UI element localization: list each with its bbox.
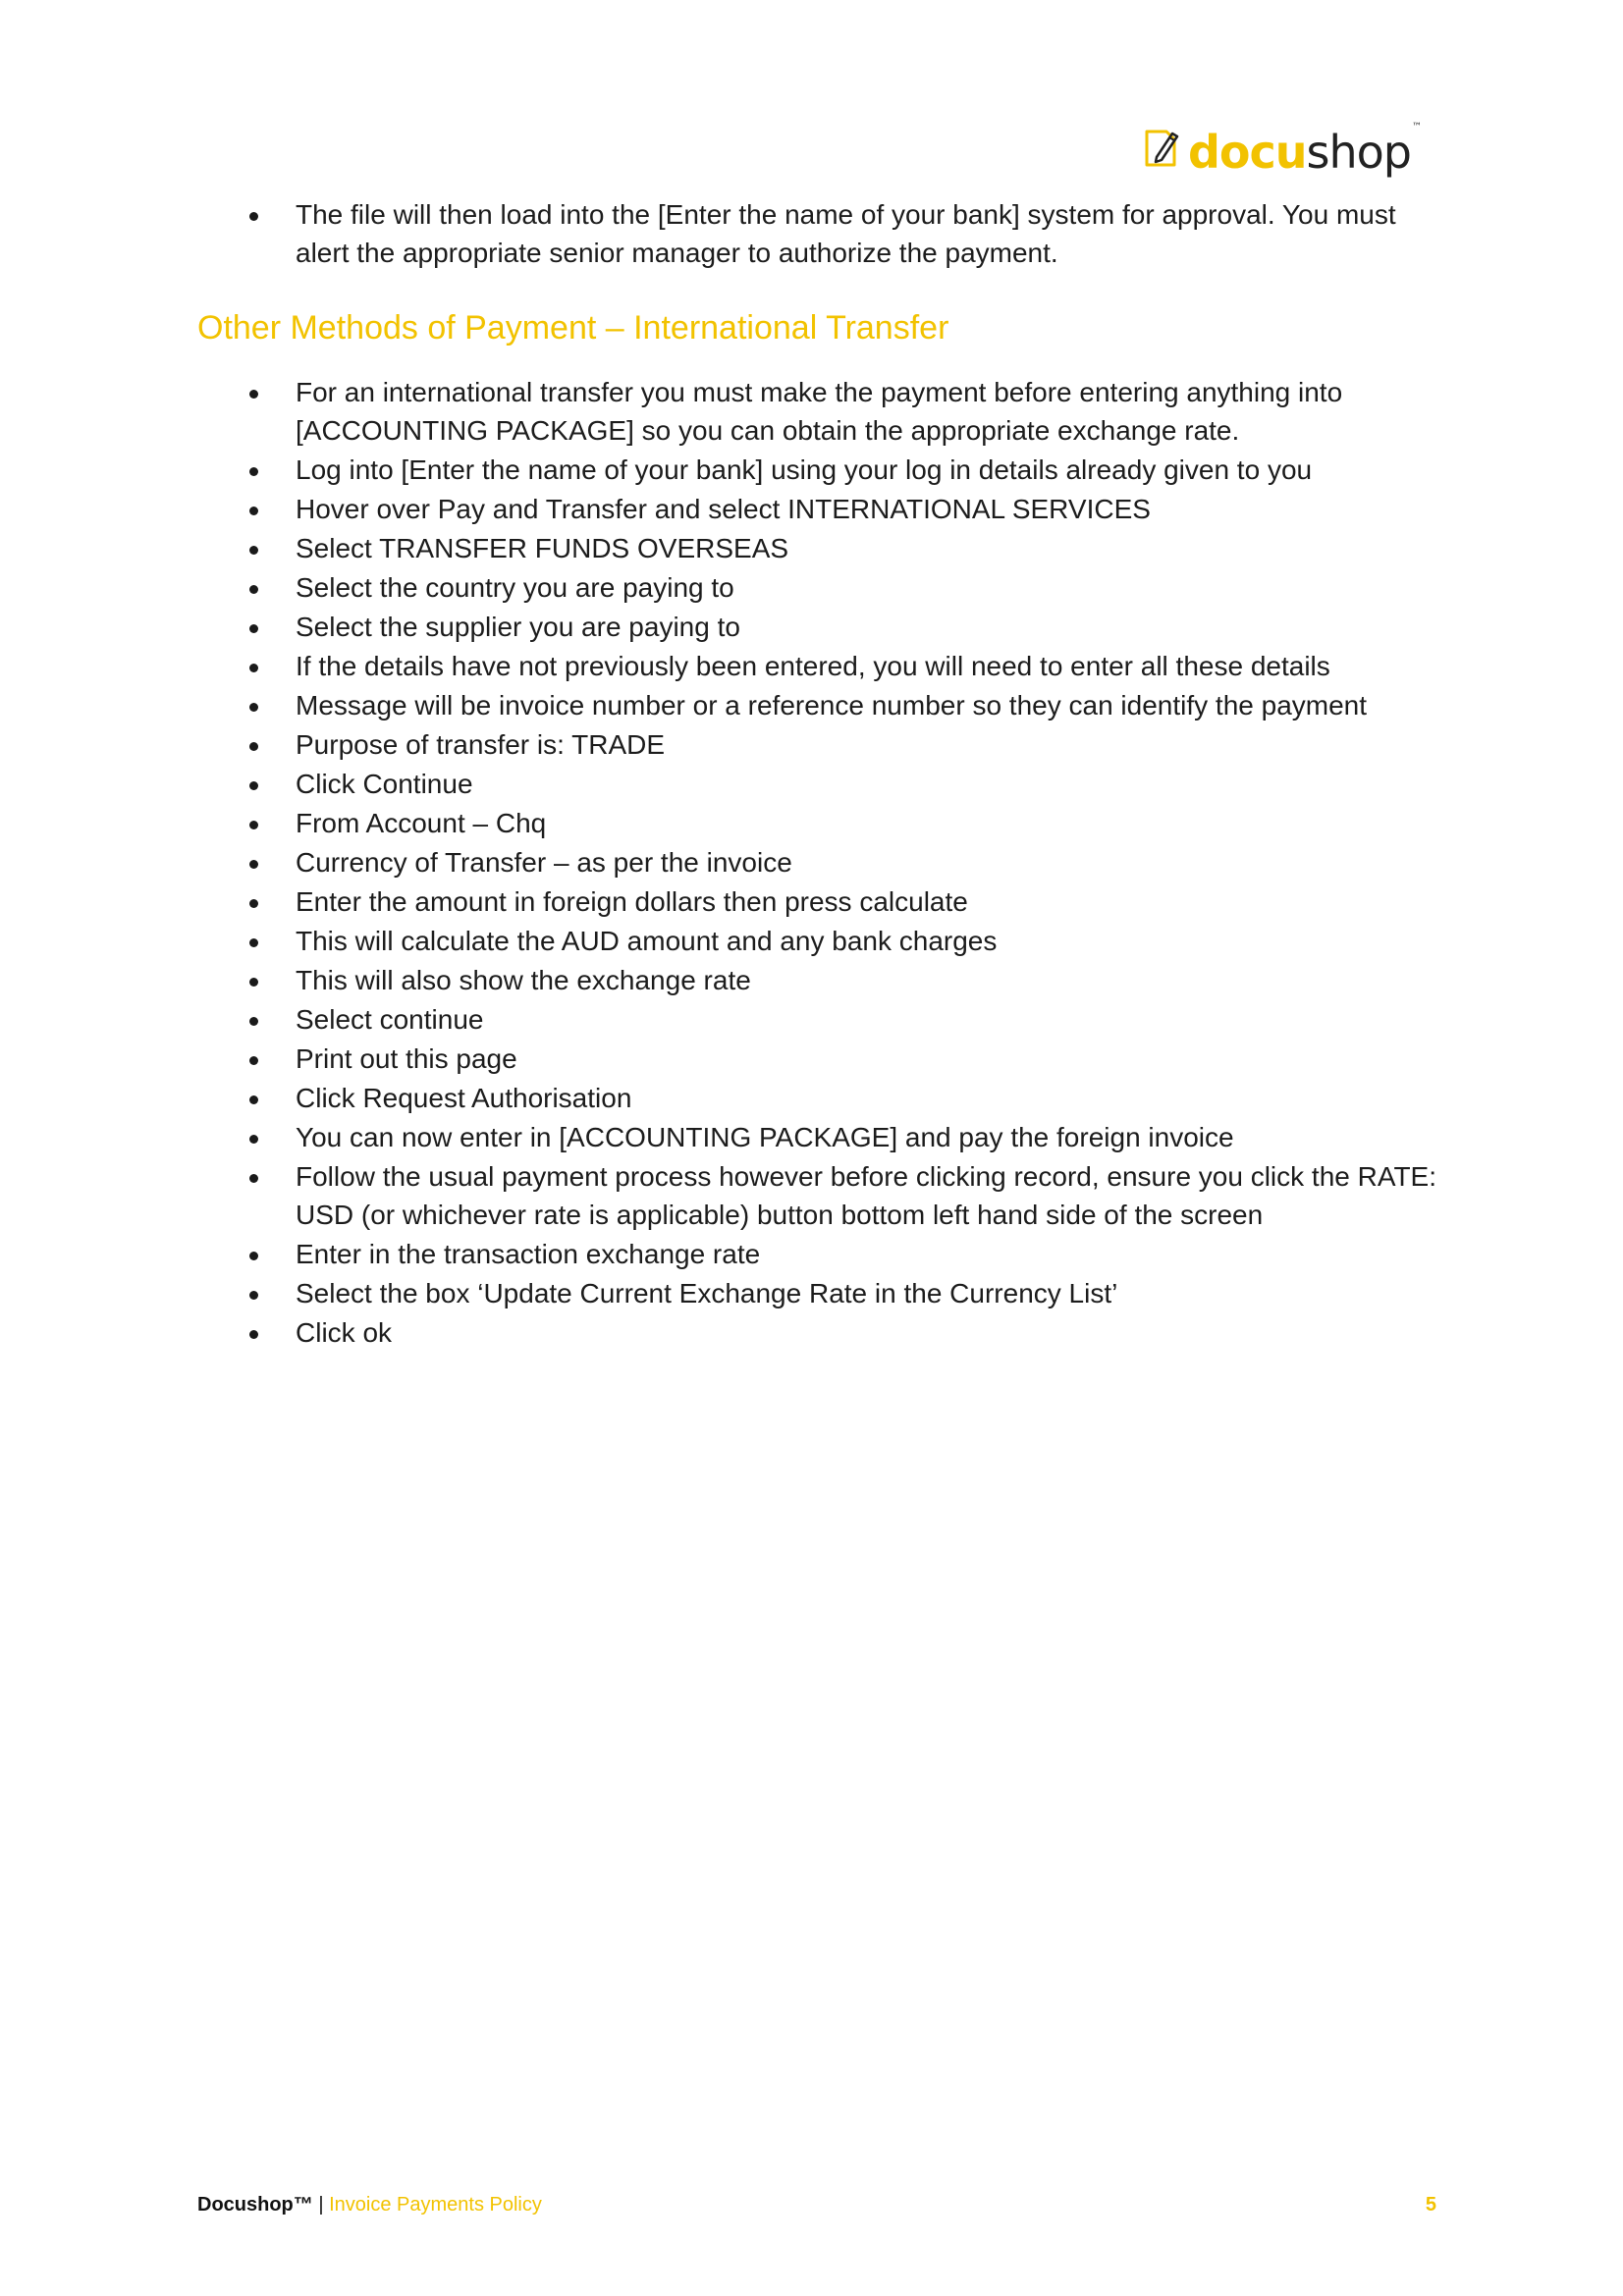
bullet-icon <box>249 899 258 908</box>
list-item-text: Click Continue <box>296 769 473 799</box>
bullet-icon <box>249 1095 258 1104</box>
bullet-icon <box>249 546 258 555</box>
list-item-text: Select continue <box>296 1004 484 1035</box>
list-item-text: Log into [Enter the name of your bank] using your log in details already given to you <box>296 454 1313 485</box>
list-item-text: For an international transfer you must make the payment before entering anything into [ACCOUNTING PACKAGE] so you can obtain the appropriate exchange rate. <box>296 377 1343 446</box>
docushop-logo <box>1143 116 1423 179</box>
list-item-text: Click Request Authorisation <box>296 1083 632 1113</box>
list-item <box>0 1274 1623 1312</box>
intro-bullet-list <box>0 195 1623 272</box>
bullet-icon <box>249 390 258 399</box>
footer-document-title: Invoice Payments Policy <box>329 2194 542 2216</box>
list-item <box>0 882 1623 921</box>
list-item-text: Message will be invoice number or a reference number so they can identify the payment <box>296 690 1368 721</box>
list-item <box>0 529 1623 567</box>
bullet-icon <box>249 585 258 594</box>
list-item <box>0 1000 1623 1039</box>
list-item <box>0 804 1623 842</box>
list-item-text: Purpose of transfer is: TRADE <box>296 729 666 760</box>
bullet-icon <box>249 978 258 987</box>
logo-docu-text: docu <box>1188 126 1307 179</box>
list-item <box>0 451 1623 489</box>
bullet-icon <box>249 821 258 829</box>
footer-separator: | <box>312 2194 330 2216</box>
list-item <box>0 843 1623 881</box>
list-item-text: Select the box ‘Update Current Exchange Rate in the Currency List’ <box>296 1278 1118 1308</box>
bullet-icon <box>249 212 258 221</box>
list-item-text: Hover over Pay and Transfer and select INTERNATIONAL SERVICES <box>296 494 1151 524</box>
bullet-icon <box>249 1135 258 1144</box>
list-item <box>0 647 1623 685</box>
list-item <box>0 725 1623 764</box>
list-item-text: Follow the usual payment process however before clicking record, ensure you click the RATE: USD (or whichever rate is applicable) button bottom left hand side of the screen <box>296 1161 1437 1230</box>
list-item-text: The file will then load into the [Enter the name of your bank] system for approval. You must alert the appropriate senior manager to authorize the payment. <box>296 199 1396 268</box>
list-item-text: Enter in the transaction exchange rate <box>296 1239 761 1269</box>
list-item-text: Select the supplier you are paying to <box>296 612 740 642</box>
list-item <box>0 686 1623 724</box>
list-item <box>0 608 1623 646</box>
list-item-text: This will also show the exchange rate <box>296 965 751 995</box>
list-item <box>0 1313 1623 1352</box>
list-item <box>0 1118 1623 1156</box>
list-item <box>0 1040 1623 1078</box>
bullet-icon <box>249 507 258 515</box>
logo-trademark: ™ <box>1412 122 1423 133</box>
list-item <box>0 373 1623 450</box>
bullet-icon <box>249 624 258 633</box>
bullet-icon <box>249 1330 258 1339</box>
international-transfer-bullet-list <box>0 373 1623 1352</box>
logo-shop-text: shop <box>1306 126 1412 179</box>
list-item <box>0 1235 1623 1273</box>
list-item <box>0 1157 1623 1234</box>
list-item-text: Click ok <box>296 1317 393 1348</box>
list-item <box>0 490 1623 528</box>
bullet-icon <box>249 1291 258 1300</box>
list-item-text: If the details have not previously been entered, you will need to enter all these details <box>296 651 1330 681</box>
logo-wordmark <box>1188 126 1412 179</box>
bullet-icon <box>249 1017 258 1026</box>
list-item-text: You can now enter in [ACCOUNTING PACKAGE] and pay the foreign invoice <box>296 1122 1234 1152</box>
list-item-text: Enter the amount in foreign dollars then press calculate <box>296 886 968 917</box>
list-item-text: This will calculate the AUD amount and any bank charges <box>296 926 998 956</box>
bullet-icon <box>249 467 258 476</box>
document-pencil-icon <box>1143 126 1182 169</box>
list-item <box>0 1079 1623 1117</box>
list-item-text: Select the country you are paying to <box>296 572 734 603</box>
list-item <box>0 922 1623 960</box>
bullet-icon <box>249 860 258 869</box>
bullet-icon <box>249 1056 258 1065</box>
page-number: 5 <box>1425 2194 1436 2216</box>
list-item-text: From Account – Chq <box>296 808 547 838</box>
bullet-icon <box>249 1174 258 1183</box>
list-item <box>0 195 1623 272</box>
footer-brand: Docushop™ <box>197 2194 313 2216</box>
bullet-icon <box>249 664 258 672</box>
bullet-icon <box>249 742 258 751</box>
list-item <box>0 765 1623 803</box>
bullet-icon <box>249 781 258 790</box>
list-item <box>0 568 1623 607</box>
list-item-text: Select TRANSFER FUNDS OVERSEAS <box>296 533 789 563</box>
list-item <box>0 961 1623 999</box>
section-heading: Other Methods of Payment – International Transfer <box>197 309 949 347</box>
bullet-icon <box>249 938 258 947</box>
list-item-text: Currency of Transfer – as per the invoice <box>296 847 792 878</box>
bullet-icon <box>249 1252 258 1260</box>
page-footer <box>197 2192 1436 2217</box>
list-item-text: Print out this page <box>296 1043 517 1074</box>
bullet-icon <box>249 703 258 712</box>
